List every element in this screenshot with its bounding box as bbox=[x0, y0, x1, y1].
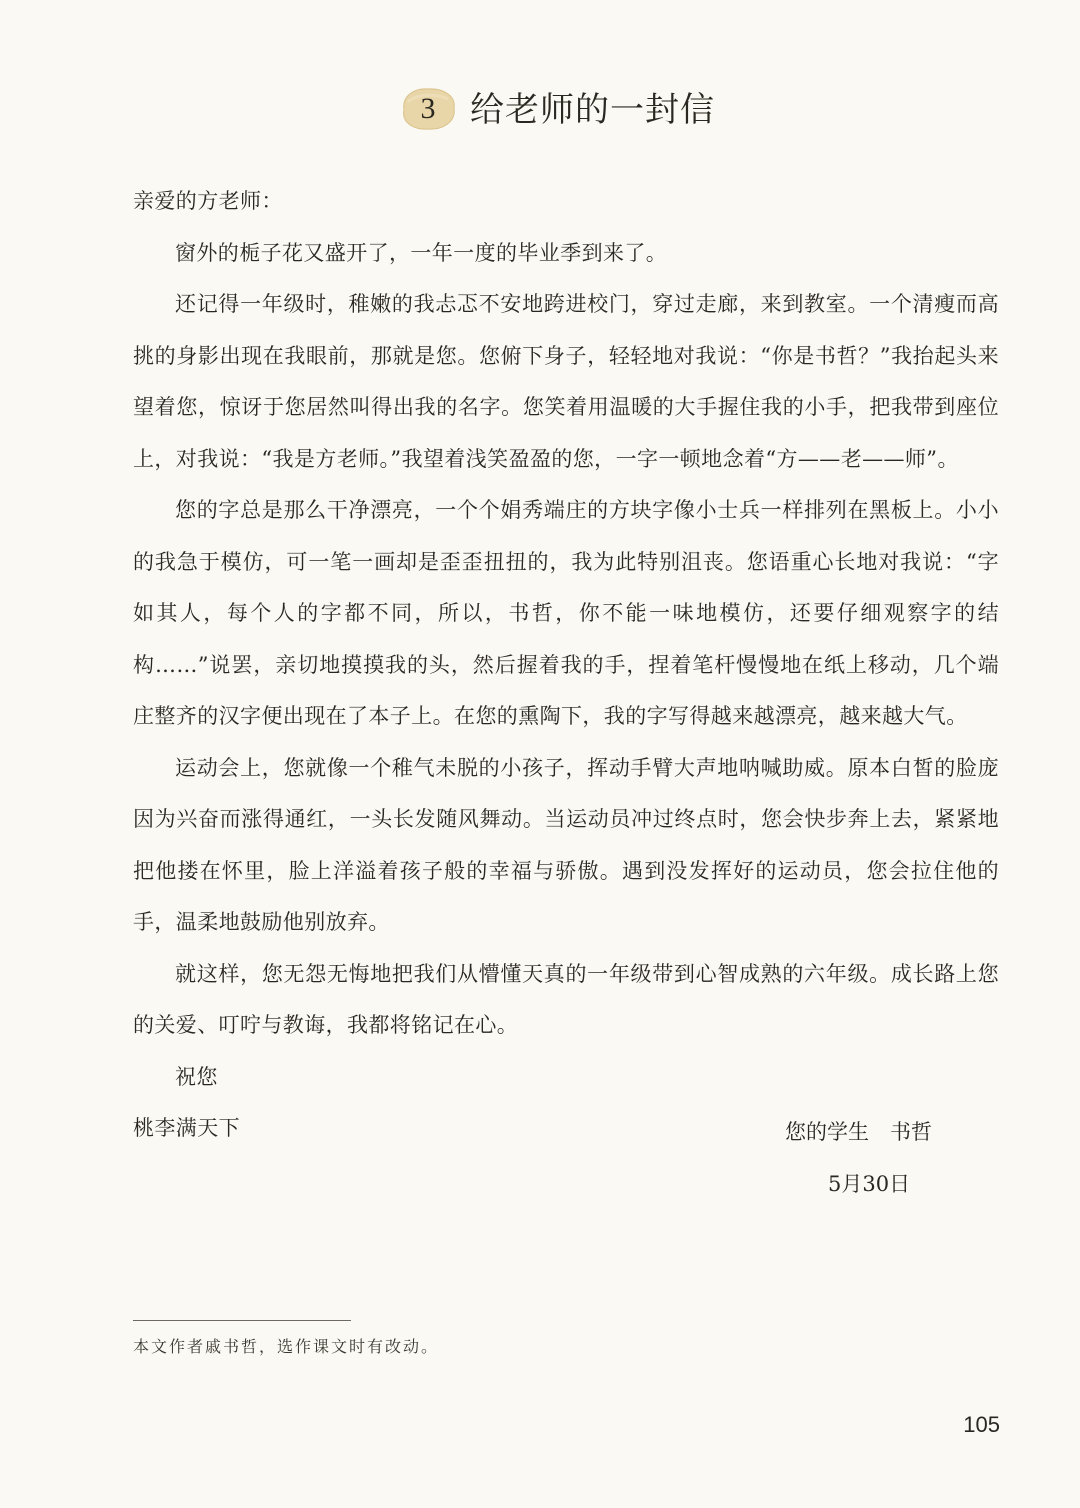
page-number: 105 bbox=[963, 1412, 1000, 1437]
lesson-header bbox=[0, 78, 1080, 142]
letter-paragraph: 您的字总是那么干净漂亮，一个个娟秀端庄的方块字像小士兵一样排列在黑板上。小小的我急于模仿，可一笔一画却是歪歪扭扭的，我为此特别沮丧。您语重心长地对我说：“字如其人，每个人的字都不同，所以，书哲，你不能一味地模仿，还要仔细观察字的结构……”说罢，亲切地摸摸我的头，然后握着我的手，捏着笔杆慢慢地在纸上移动，几个端庄整齐的汉字便出现在了本子上。在您的熏陶下，我的字写得越来越漂亮，越来越大气。 bbox=[133, 498, 999, 728]
letter-date: 5月30日 bbox=[828, 1171, 911, 1196]
closing-wish: 祝您 bbox=[175, 1064, 218, 1089]
letter-paragraph: 窗外的栀子花又盛开了，一年一度的毕业季到来了。 bbox=[175, 240, 668, 265]
letter-paragraph: 运动会上，您就像一个稚气未脱的小孩子，挥动手臂大声地呐喊助威。原本白皙的脸庞因为兴奋而涨得通红，一头长发随风舞动。当运动员冲过终点时，您会快步奔上去，紧紧地把他搂在怀里，脸上洋溢着孩子般的幸福与骄傲。遇到没发挥好的运动员，您会拉住他的手，温柔地鼓励他别放弃。 bbox=[133, 755, 999, 934]
signature-block bbox=[700, 1107, 1000, 1210]
page-title: 给老师的一封信 bbox=[470, 90, 715, 130]
footnote: 本文作者戚书哲，选作课文时有改动。 bbox=[133, 1337, 440, 1356]
letter-salutation: 亲爱的方老师： bbox=[133, 189, 283, 213]
signature: 您的学生 书哲 bbox=[785, 1120, 932, 1144]
letter-paragraph: 还记得一年级时，稚嫩的我忐忑不安地跨进校门，穿过走廊，来到教室。一个清瘦而高挑的身影出现在我眼前，那就是您。您俯下身子，轻轻地对我说：“你是书哲？”我抬起头来望着您，惊讶于您居然叫得出我的名字。您笑着用温暖的大手握住我的小手，把我带到座位上，对我说：“我是方老师。”我望着浅笑盈盈的您，一字一顿地念着“方——老——师”。 bbox=[133, 292, 999, 471]
letter-body bbox=[133, 176, 999, 1155]
closing-blessing: 桃李满天下 bbox=[133, 1116, 240, 1140]
lesson-number: 3 bbox=[420, 92, 436, 125]
footnote-divider bbox=[133, 1320, 351, 1321]
letter-paragraph: 就这样，您无怨无悔地把我们从懵懂天真的一年级带到心智成熟的六年级。成长路上您的关爱、叮咛与教诲，我都将铭记在心。 bbox=[133, 961, 999, 1037]
